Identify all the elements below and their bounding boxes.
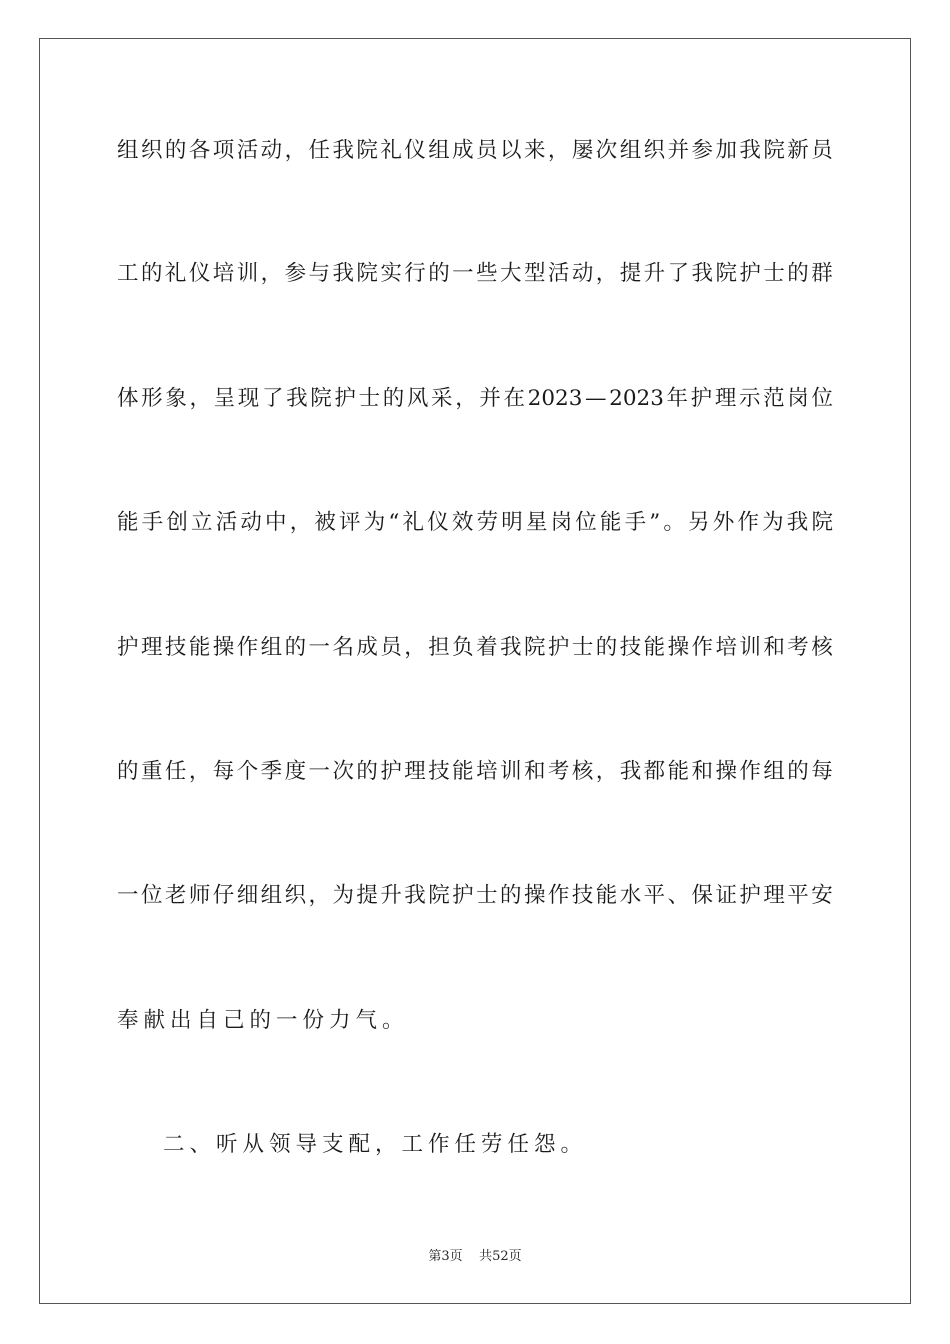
paragraph-line-7: 一 位 老 师 仔 细 组 织 ， 为 提 升 我 院 护 士 的 操 作 技 能 水 平 、 保 证 护 理 平 安	[117, 883, 833, 908]
page-footer	[0, 1248, 950, 1266]
paragraph-line-5: 护 理 技 能 操 作 组 的 一 名 成 员 ， 担 负 着 我 院 护 士 的 技 能 操 作 培 训 和 考 核	[117, 635, 833, 660]
page-total: 共52页	[479, 1249, 522, 1264]
paragraph-line-1: 组 织 的 各 项 活 动 ， 任 我 院 礼 仪 组 成 员 以 来 ， 屡 次 组 织 并 参 加 我 院 新 员	[117, 138, 833, 163]
page-number: 第3页	[428, 1249, 463, 1264]
paragraph-line-6: 的 重 任 ， 每 个 季 度 一 次 的 护 理 技 能 培 训 和 考 核 ， 我 都 能 和 操 作 组 的 每	[117, 759, 833, 784]
paragraph-line-3: 体 形 象 ， 呈 现 了 我 院 护 士 的 风 采 ， 并 在 2023 — 2023 年 护 理 示 范 岗 位	[117, 386, 833, 411]
page-frame	[39, 38, 911, 1304]
section-heading: 二、听从领导支配，工作任劳任怨。	[163, 1132, 588, 1157]
paragraph-line-8: 奉献出自己的一份力气。	[117, 1008, 409, 1033]
paragraph-line-2: 工 的 礼 仪 培 训 ， 参 与 我 院 实 行 的 一 些 大 型 活 动 ， 提 升 了 我 院 护 士 的 群	[117, 261, 833, 286]
paragraph-line-4: 能 手 创 立 活 动 中 ， 被 评 为 “ 礼 仪 效 劳 明 星 岗 位 能 手 ” 。 另 外 作 为 我 院	[117, 510, 833, 535]
